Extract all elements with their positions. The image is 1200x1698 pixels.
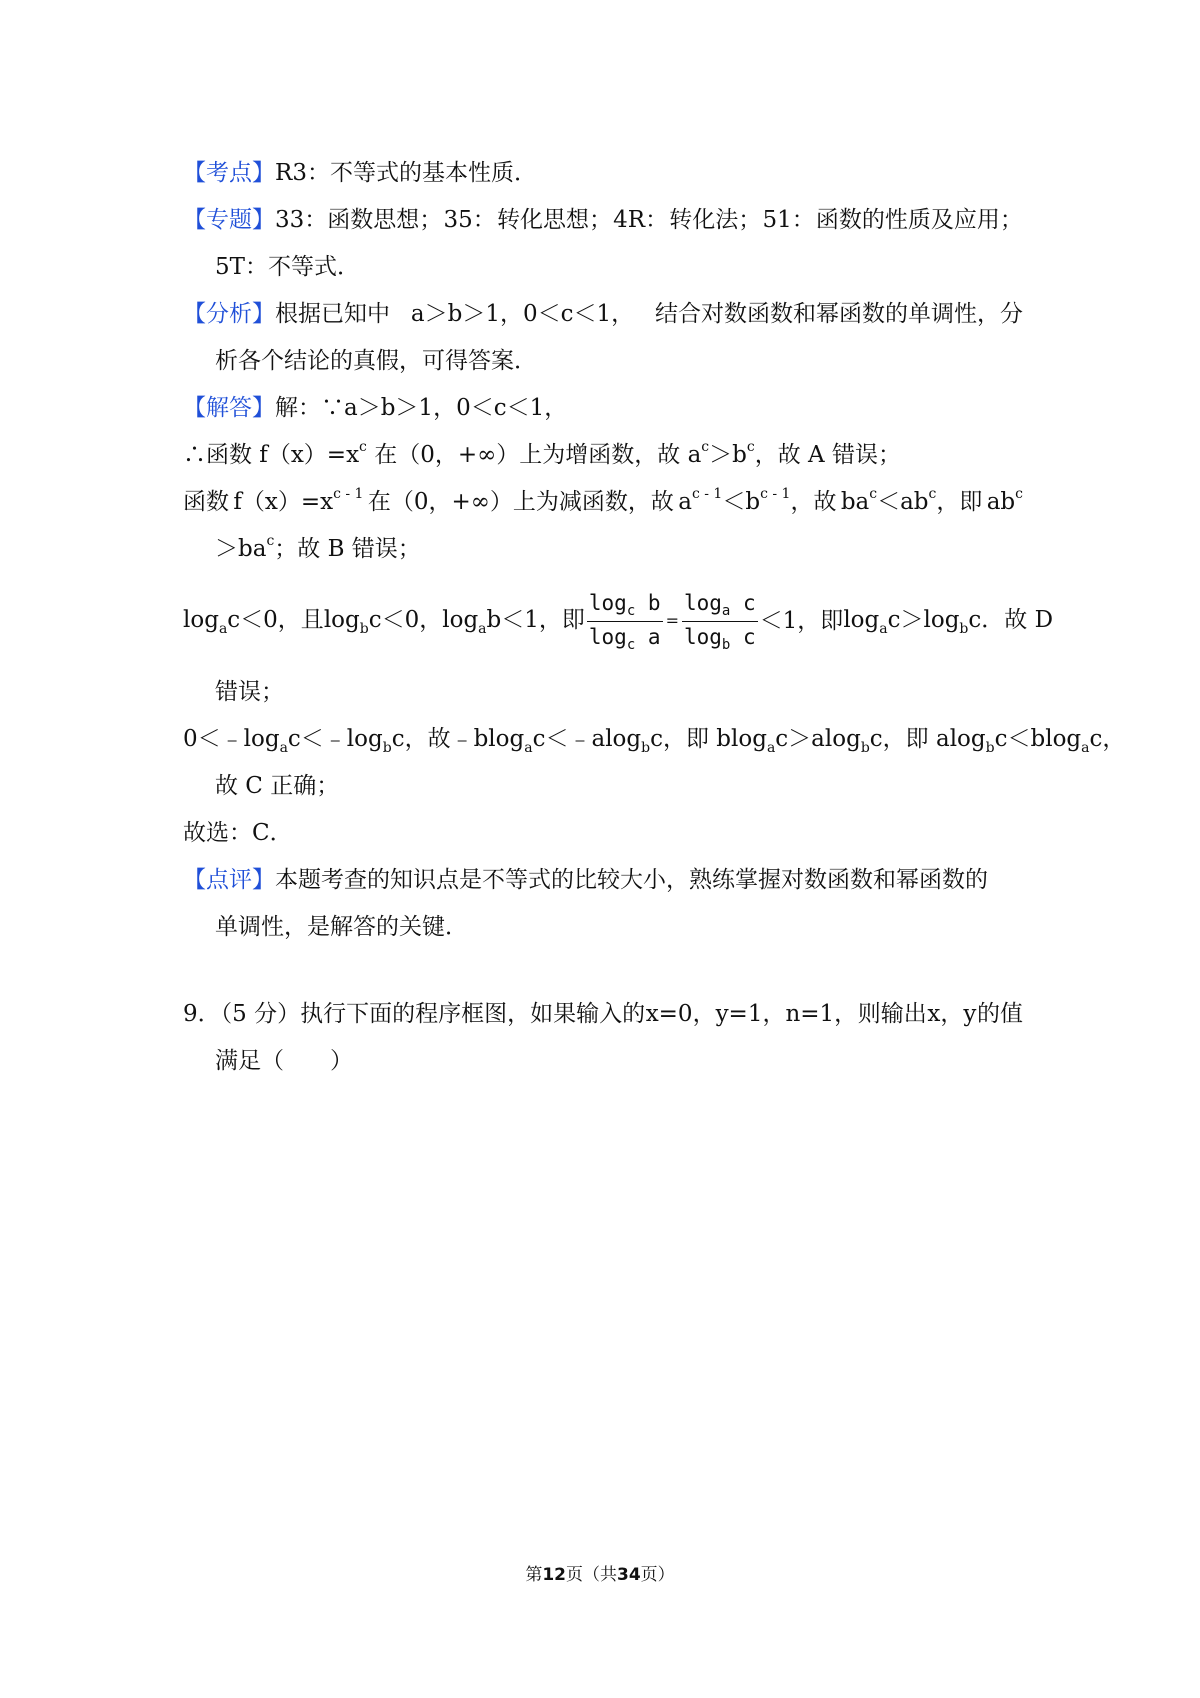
- math-text: c: [743, 624, 756, 649]
- math-text: c＞alog: [775, 726, 861, 752]
- answer-line: 故选：C．: [183, 820, 293, 846]
- fraction-denominator: [587, 622, 663, 655]
- math-text: c＜0，且: [227, 606, 324, 633]
- math-text: log: [843, 606, 880, 633]
- math-text: b＜1，即: [486, 606, 585, 633]
- question-text: 9．（5 分）执行下面的程序框图，如果输入的: [183, 1001, 646, 1027]
- math-text: ，即: [936, 489, 983, 515]
- math-text: ＞b: [709, 442, 747, 468]
- statement-c: [183, 716, 1126, 763]
- subscript: c: [626, 636, 636, 653]
- subscript: a: [879, 620, 888, 637]
- statement-d: [183, 573, 1054, 669]
- zhuanti-item: 转化法；: [669, 207, 762, 233]
- math-text: c＞log: [887, 606, 960, 633]
- jieda-tag: 【解答】: [183, 395, 275, 421]
- subscript: b: [382, 740, 392, 756]
- math-text: c＜0，: [368, 606, 443, 633]
- subscript: b: [860, 740, 870, 756]
- question-9-line-2: 满足（ ）: [215, 1048, 353, 1074]
- zhuanti-item: 51：: [762, 207, 815, 233]
- math-text: a: [647, 624, 661, 649]
- statement-d-cont: 错误；: [215, 679, 284, 705]
- superscript: c: [359, 439, 367, 455]
- spacer: [183, 951, 1023, 991]
- math-text: c: [743, 590, 756, 615]
- dianping-line-2: 单调性，是解答的关键．: [215, 914, 468, 940]
- math-text: log: [683, 624, 722, 649]
- zhuanti-item: 函数的性质及应用；: [815, 207, 1023, 233]
- math-text: ab: [986, 489, 1016, 515]
- math-text: ＜1，即: [759, 608, 844, 634]
- subscript: a: [524, 740, 533, 756]
- fraction-left: [587, 588, 663, 655]
- superscript: c: [1015, 486, 1023, 502]
- total-pages: 34: [617, 1565, 641, 1585]
- math-text: ∴函数 f（x）=x: [183, 442, 360, 468]
- fenxi-text: 结合对数函数和幂函数的单调性，分: [655, 301, 1023, 327]
- page-number: 12: [542, 1565, 566, 1585]
- question-text: 的值: [976, 1001, 1023, 1027]
- fenxi-text: 根据已知中: [275, 301, 390, 327]
- jieda-head: 解：∵a＞b＞1，0＜c＜1，: [275, 395, 568, 421]
- superscript: c - 1: [760, 486, 791, 502]
- math-text: c．故 D: [968, 606, 1054, 633]
- superscript: c - 1: [333, 486, 364, 502]
- dianping-tag: 【点评】: [183, 867, 275, 893]
- math-text: c＜﹣log: [287, 726, 383, 752]
- question-9-line-1: [183, 991, 1023, 1038]
- math-text: log: [588, 590, 627, 615]
- dianping-line-1: [183, 857, 1023, 904]
- fenxi-tag: 【分析】: [183, 301, 275, 327]
- subscript: a: [218, 620, 228, 637]
- math-text: ba: [840, 489, 870, 515]
- subscript: b: [359, 620, 369, 637]
- subscript: a: [1081, 740, 1090, 756]
- fenxi-text: a＞b＞1，0＜c＜1，: [410, 301, 635, 327]
- zhuanti-tag: 【专题】: [183, 207, 275, 233]
- solution-content: [183, 150, 1126, 1085]
- page-footer: [0, 1560, 1200, 1585]
- math-text: ＜ab: [877, 489, 929, 515]
- fraction-numerator: [682, 588, 758, 621]
- jieda-line: [183, 385, 1023, 432]
- subscript: a: [721, 602, 731, 619]
- superscript: c: [701, 439, 710, 455]
- subscript: b: [959, 620, 969, 637]
- fraction-numerator: [587, 588, 663, 621]
- math-text: ＞ba: [215, 536, 267, 562]
- zhuanti-item: 转化思想；: [496, 207, 612, 233]
- math-text: c＜blog: [994, 726, 1082, 752]
- math-text: c，: [1089, 726, 1126, 752]
- equals-sign: =: [665, 611, 679, 630]
- subscript: c: [626, 602, 636, 619]
- zhuanti-item: 4R：: [613, 207, 669, 233]
- subscript: a: [478, 620, 487, 637]
- math-text: ＜b: [722, 489, 761, 515]
- math-text: 0＜﹣log: [183, 726, 280, 752]
- superscript: c: [746, 439, 755, 455]
- math-text: c，故﹣blog: [391, 726, 525, 752]
- fraction-right: [682, 588, 758, 655]
- superscript: c: [869, 486, 878, 502]
- fenxi-line-2: 析各个结论的真假，可得答案．: [215, 348, 537, 374]
- math-text: c，即 alog: [869, 726, 986, 752]
- math-text: c＜﹣alog: [532, 726, 642, 752]
- question-text: x=0，y=1，n=1，: [645, 1001, 858, 1027]
- zhuanti-item: 33：函数思想；: [275, 207, 443, 233]
- zhuanti-line-1: [183, 197, 1023, 244]
- superscript: c - 1: [691, 486, 723, 502]
- math-text: f（x）=x: [233, 489, 334, 515]
- statement-a: [183, 432, 1023, 479]
- zhuanti-item: 35：: [443, 207, 496, 233]
- math-text: log: [588, 624, 627, 649]
- subscript: b: [641, 740, 651, 756]
- math-text: ，故 A 错误；: [754, 442, 901, 468]
- zhuanti-line-2: 5T：不等式．: [215, 254, 360, 280]
- footer-text: 页（共: [566, 1565, 617, 1585]
- question-text: 则输出: [857, 1001, 927, 1027]
- kaodian-text: R3：不等式的基本性质．: [275, 160, 537, 186]
- math-text: log: [183, 606, 219, 633]
- kaodian-tag: 【考点】: [183, 160, 275, 186]
- math-text: 函数: [183, 489, 229, 515]
- dianping-text: 本题考查的知识点是不等式的比较大小，熟练掌握对数函数和幂函数的: [275, 867, 988, 893]
- fraction-equation: [585, 573, 843, 669]
- question-text: x，y: [927, 1001, 977, 1027]
- math-text: 在（0，+∞）上为减函数，故: [367, 489, 674, 515]
- math-text: log: [442, 606, 479, 633]
- math-text: b: [647, 590, 661, 615]
- footer-text: 第: [525, 1565, 543, 1585]
- math-text: ；故 B 错误；: [274, 536, 421, 562]
- math-text: 在（0，+∞）上为增函数，故 a: [366, 442, 702, 468]
- math-text: c，即 blog: [650, 726, 767, 752]
- footer-text: 页）: [640, 1565, 675, 1585]
- subscript: b: [985, 740, 995, 756]
- math-text: log: [683, 590, 722, 615]
- statement-b-cont: [183, 526, 1023, 573]
- math-text: log: [323, 606, 360, 633]
- statement-b: [183, 479, 1023, 526]
- statement-c-cont: 故 C 正确；: [215, 773, 340, 799]
- subscript: b: [721, 636, 731, 653]
- subscript: a: [766, 740, 776, 756]
- math-text: a: [678, 489, 692, 515]
- superscript: c: [266, 533, 275, 549]
- superscript: c: [928, 486, 937, 502]
- subscript: a: [279, 740, 288, 756]
- math-text: ，故: [790, 489, 837, 515]
- fraction-denominator: [682, 622, 758, 655]
- kaodian-line: [183, 150, 1023, 197]
- fenxi-line-1: [183, 291, 1023, 338]
